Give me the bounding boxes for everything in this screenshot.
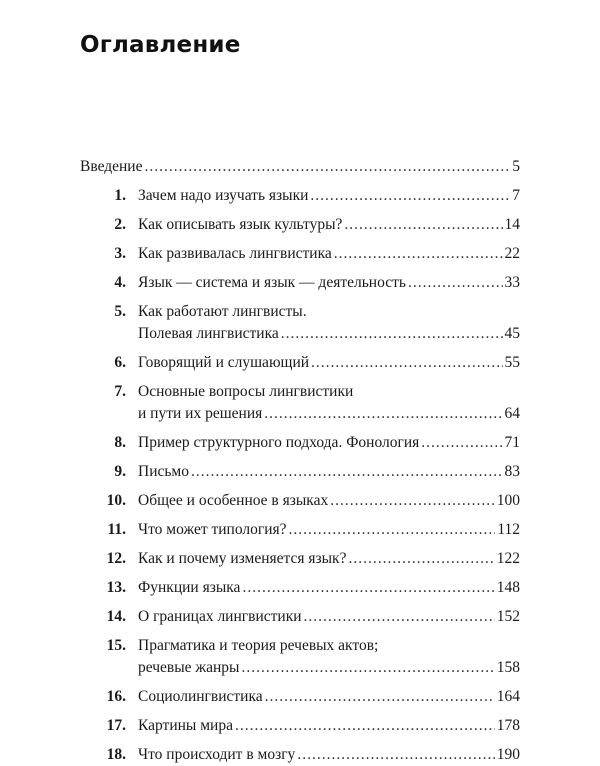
- toc-entry-title: Как и почему изменяется язык?: [138, 550, 347, 567]
- toc-entry-title: Зачем надо изучать языки: [138, 187, 309, 204]
- table-of-contents: [0, 156, 600, 766]
- toc-chapter-number: 6.: [114, 354, 126, 371]
- toc-entry[interactable]: [0, 715, 600, 737]
- toc-chapter-number: 10.: [106, 492, 126, 509]
- toc-entry-title-line: Как работают лингвисты.: [138, 303, 307, 320]
- dot-leader: [297, 744, 494, 766]
- dot-leader: [348, 548, 494, 570]
- toc-chapter-number: 17.: [106, 717, 126, 734]
- toc-entry[interactable]: [0, 519, 600, 541]
- dot-leader: [311, 352, 502, 374]
- toc-chapter-number: 16.: [106, 688, 126, 705]
- toc-chapter-number: 14.: [106, 608, 126, 625]
- toc-page-number: 33: [504, 274, 520, 291]
- dot-leader: [334, 243, 503, 265]
- toc-entry[interactable]: [0, 744, 600, 766]
- toc-chapter-number: 4.: [114, 274, 126, 291]
- toc-page-number: 100: [496, 492, 520, 509]
- toc-entry-title: Говорящий и слушающий: [138, 354, 310, 371]
- toc-entry[interactable]: [0, 301, 600, 345]
- toc-entry[interactable]: [0, 214, 600, 236]
- toc-page-number: 83: [504, 463, 520, 480]
- toc-entry-title: Полевая лингвистика: [138, 325, 279, 342]
- toc-entry[interactable]: [0, 381, 600, 425]
- dot-leader: [408, 272, 503, 294]
- toc-entry-title: Введение: [80, 158, 143, 175]
- toc-chapter-number: 7.: [114, 383, 126, 400]
- page-title: Оглавление: [80, 32, 241, 58]
- toc-page-number: 5: [512, 158, 520, 175]
- toc-entry[interactable]: [0, 548, 600, 570]
- toc-entry-title: О границах лингвистики: [138, 608, 302, 625]
- toc-page-number: 71: [504, 434, 520, 451]
- toc-page-number: 112: [497, 521, 520, 538]
- toc-page-number: 148: [496, 579, 520, 596]
- toc-entry-title: Социолингвистика: [138, 688, 263, 705]
- toc-entry-title: Язык — система и язык — деятельность: [138, 274, 406, 291]
- toc-entry[interactable]: [0, 432, 600, 454]
- dot-leader: [191, 461, 503, 483]
- toc-chapter-number: 5.: [114, 303, 126, 320]
- toc-page-number: 7: [512, 187, 520, 204]
- toc-chapter-number: 18.: [106, 746, 126, 763]
- toc-entry[interactable]: [0, 606, 600, 628]
- dot-leader: [242, 577, 494, 599]
- toc-entry-title: Как описывать язык культуры?: [138, 216, 343, 233]
- toc-page-number: 14: [504, 216, 520, 233]
- toc-chapter-number: 12.: [106, 550, 126, 567]
- dot-leader: [330, 490, 495, 512]
- toc-entry-title-line: Прагматика и теория речевых актов;: [138, 637, 379, 654]
- toc-chapter-number: 1.: [114, 187, 126, 204]
- dot-leader: [264, 403, 502, 425]
- toc-entry[interactable]: [0, 156, 600, 178]
- dot-leader: [289, 519, 496, 541]
- toc-chapter-number: 13.: [106, 579, 126, 596]
- toc-chapter-number: 3.: [114, 245, 126, 262]
- toc-entry[interactable]: [0, 352, 600, 374]
- toc-entry[interactable]: [0, 577, 600, 599]
- toc-page-number: 64: [504, 405, 520, 422]
- dot-leader: [241, 657, 494, 679]
- toc-page-number: 152: [496, 608, 520, 625]
- toc-entry-title: Пример структурного подхода. Фонология: [138, 434, 420, 451]
- toc-entry-title: Что происходит в мозгу: [138, 746, 296, 763]
- toc-page-number: 158: [496, 659, 520, 676]
- dot-leader: [281, 323, 503, 345]
- toc-entry-title: Письмо: [138, 463, 189, 480]
- toc-entry-title: и пути их решения: [138, 405, 263, 422]
- toc-entry[interactable]: [0, 490, 600, 512]
- toc-entry-body: [80, 156, 520, 178]
- toc-entry-title: Общее и особенное в языках: [138, 492, 329, 509]
- toc-entry[interactable]: [0, 243, 600, 265]
- toc-chapter-number: 15.: [106, 637, 126, 654]
- toc-entry-title: Как развивалась лингвистика: [138, 245, 332, 262]
- toc-entry[interactable]: [0, 461, 600, 483]
- toc-entry[interactable]: [0, 185, 600, 207]
- dot-leader: [310, 185, 510, 207]
- toc-page-number: 190: [496, 746, 520, 763]
- toc-entry-title: Картины мира: [138, 717, 233, 734]
- toc-chapter-number: 2.: [114, 216, 126, 233]
- dot-leader: [144, 156, 510, 178]
- toc-page-number: 55: [504, 354, 520, 371]
- toc-entry-title-line: Основные вопросы лингвистики: [138, 383, 354, 400]
- dot-leader: [304, 606, 495, 628]
- toc-entry[interactable]: [0, 635, 600, 679]
- toc-entry-title: Функции языка: [138, 579, 241, 596]
- toc-page-number: 122: [496, 550, 520, 567]
- toc-page-number: 164: [496, 688, 520, 705]
- toc-chapter-number: 9.: [114, 463, 126, 480]
- dot-leader: [421, 432, 502, 454]
- toc-page-number: 178: [496, 717, 520, 734]
- toc-entry[interactable]: [0, 686, 600, 708]
- toc-page-number: 45: [504, 325, 520, 342]
- toc-chapter-number: 11.: [107, 521, 126, 538]
- dot-leader: [235, 715, 495, 737]
- toc-page-number: 22: [504, 245, 520, 262]
- dot-leader: [344, 214, 502, 236]
- toc-entry[interactable]: [0, 272, 600, 294]
- toc-chapter-number: 8.: [114, 434, 126, 451]
- dot-leader: [265, 686, 495, 708]
- toc-entry-title: речевые жанры: [138, 659, 240, 676]
- toc-entry-title: Что может типология?: [138, 521, 287, 538]
